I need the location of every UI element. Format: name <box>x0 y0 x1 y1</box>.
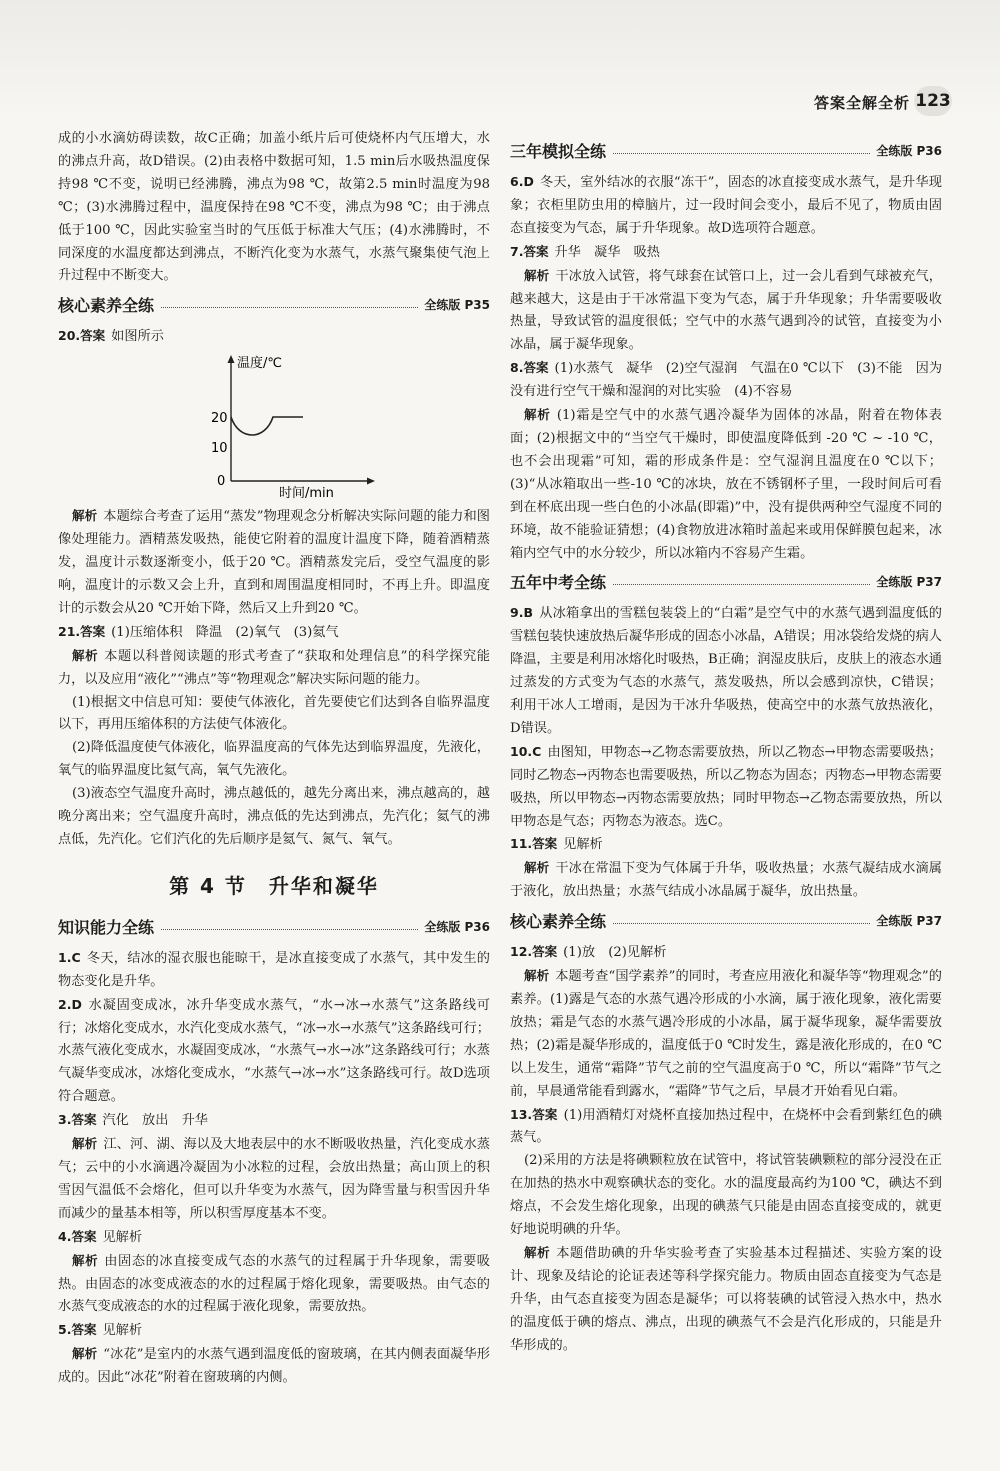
temperature-graph <box>58 351 490 501</box>
left-column <box>58 128 490 1390</box>
section-header <box>510 137 942 167</box>
q11-analysis: 解析 干冰在常温下变为气体属于升华，吸收热量；水蒸气凝结成水滴属于液化，放出热量；水蒸气结成小冰晶属于凝华，放出热量。 <box>510 860 942 900</box>
q7-answer: 7.答案 升华 凝华 吸热 <box>510 243 660 260</box>
q6: 6.D 冬天，室外结冰的衣服“冻干”，固态的冰直接变成水蒸气，是升华现象；衣柜里防虫用的樟脑片，过一段时间会变小，最后不见了，物质由固态直接变为气态，属于升华现象。故D选项符合题意。 <box>510 174 942 236</box>
q5-analysis: 解析 “冰花”是室内的水蒸气遇到温度低的窗玻璃，在其内侧表面凝华形成的。因此“冰花”附着在窗玻璃的内侧。 <box>58 1346 490 1386</box>
q12-analysis: 解析 本题考查“国学素养”的同时，考查应用液化和凝华等“物理观念”的素养。(1)露是气态的水蒸气遇冷形成的小水滴，属于液化现象，液化需要放热；霜是气态的水蒸气遇冷形成的小冰晶，属于凝华现象，凝华需要放热；(2)霜是凝华形成的，温度低于0 ℃时发生，露是液化形成的，在0 ℃以上发生，通常“霜降”节气之前的空气温度高于0 ℃，所以“霜降”节气之前，早晨通常能看到露水，“霜降”节气之后，早晨才开始看见白霜。 <box>510 968 942 1099</box>
q21-answer: 21.答案 (1)压缩体积 降温 (2)氧气 (3)氦气 <box>58 623 339 640</box>
q2: 2.D 水凝固变成冰，冰升华变成水蒸气，“水→冰→水蒸气”这条路线可行；冰熔化变成水，水汽化变成水蒸气，“冰→水→水蒸气”这条路线可行；水蒸气液化变成水，水凝固变成冰，“水蒸气→水→冰”这条路线可行；水蒸气凝华变成冰，冰熔化变成水，“水蒸气→冰→水”这条路线可行。故D选项符合题意。 <box>58 996 490 1105</box>
section-header <box>58 291 490 321</box>
q4-analysis: 解析 由固态的冰直接变成气态的水蒸气的过程属于升华现象，需要吸热。由固态的冰变成液态的水的过程属于熔化现象，需要吸热。由气态的水蒸气变成液态的水的过程属于液化现象，需要放热。 <box>58 1252 490 1315</box>
section-title: 五年中考全练 <box>510 570 612 593</box>
section-header <box>58 913 490 943</box>
graph-x-arrow <box>367 478 375 485</box>
graph-tick-20: 20 <box>211 411 228 427</box>
section-ref: 全练版 P35 <box>418 296 490 313</box>
q3-answer: 3.答案 汽化 放出 升华 <box>58 1112 208 1129</box>
section-header <box>510 907 942 937</box>
section-title: 核心素养全练 <box>58 293 160 316</box>
q12-answer: 12.答案 (1)放 (2)见解析 <box>510 944 667 961</box>
section-ref: 全练版 P37 <box>870 912 942 929</box>
section-title: 三年模拟全练 <box>510 139 612 162</box>
page-number: 123 <box>914 86 952 116</box>
q9: 9.B 从冰箱拿出的雪糕包装袋上的“白霜”是空气中的水蒸气遇到温度低的雪糕包装快速放热后凝华形成的固态小冰晶，A错误；用冰袋给发烧的病人降温，主要是利用冰熔化时吸热，B正确；润湿皮肤后，皮肤上的液态水通过蒸发的方式变为气态的水蒸气，蒸发吸热，所以会感到凉快，C错误；利用干冰人工增雨，是因为干冰升华吸热，使高空中的水蒸气放热液化，D错误。 <box>510 605 942 736</box>
q10: 10.C 由图知，甲物态→乙物态需要放热，所以乙物态→甲物态需要吸热；同时乙物态→丙物态也需要吸热，所以乙物态为固态；丙物态→甲物态需要吸热，所以甲物态→丙物态需要放热；同时甲物态→乙物态需要放热，所以甲物态是气态；丙物态为液态。选C。 <box>510 743 942 829</box>
q7-analysis: 解析 干冰放入试管，将气球套在试管口上，过一会儿看到气球被充气，越来越大，这是由于干冰常温下变为气态，属于升华现象；升华需要吸收热量，导致试管的温度很低；空气中的水蒸气遇到冷的试管，直接变为小冰晶，属于凝华现象。 <box>510 267 942 353</box>
q13-answer: 13.答案 (1)用酒精灯对烧杯直接加热过程中，在烧杯中会看到紫红色的碘蒸气。 <box>510 1106 942 1146</box>
intro-paragraph: 成的小水滴妨碍读数，故C正确；加盖小纸片后可使烧杯内气压增大，水的沸点升高，故D错误。(2)由表格中数据可知，1.5 min后水吸热温度保持98 ℃不变，说明已经沸腾，沸点为98 ℃，故第2.5 min时温度为98 ℃；(3)水沸腾过程中，温度保持在98 ℃不变，沸点为98 ℃；由于沸点低于100 ℃，因此实验室当时的气压低于标准大气压；(4)水沸腾时，不同深度的水温度都达到沸点，不断汽化变为水蒸气，水蒸气聚集使气泡上升过程中不断变大。 <box>58 131 490 284</box>
graph-tick-10: 10 <box>211 441 228 457</box>
graph-curve <box>231 417 303 435</box>
q21-analysis: 解析 本题以科普阅读题的形式考查了“获取和处理信息”的科学探究能力，以及应用“液化”“沸点”等“物理观念”解决实际问题的能力。 <box>58 647 490 687</box>
graph-y-label: 温度/℃ <box>237 356 282 372</box>
graph-tick-0: 0 <box>217 474 226 490</box>
q3-analysis: 解析 江、河、湖、海以及大地表层中的水不断吸收热量，汽化变成水蒸气；云中的小水滴遇冷凝固为小冰粒的过程，会放出热量；高山顶上的积雪因气温低不会熔化，但可以升华变为水蒸气，因为降雪量与积雪因升华而减少的量基本相等，所以积雪厚度基本不变。 <box>58 1136 490 1221</box>
q8-analysis: 解析 (1)霜是空气中的水蒸气遇冷凝华为固体的冰晶，附着在物体表面；(2)根据文中的“当空气干燥时，即使温度降低到 -20 ℃ ~ -10 ℃，也不会出现霜”可知，霜的形成条件是：空气湿润且温度在0 ℃以下；(3)“从冰箱取出一些-10 ℃的冰块，放在不锈钢杯子里，一段时间后可看到在杯底出现一些白色的小冰晶(即霜)”中，没有提供两种空气湿度不同的环境，故不能验证猜想；(4)食物放进冰箱时盖起来或用保鲜膜包起来，冰箱内空气中的水分较少，所以冰箱内不容易产生霜。 <box>510 407 942 561</box>
section-ref: 全练版 P36 <box>870 142 942 159</box>
section-title: 知识能力全练 <box>58 915 160 938</box>
q5-answer: 5.答案 见解析 <box>58 1322 143 1339</box>
q8-answer: 8.答案 (1)水蒸气 凝华 (2)空气湿润 气温在0 ℃以下 (3)不能 因为没有进行空气干燥和湿润的对比实验 (4)不容易 <box>510 360 943 400</box>
section-ref: 全练版 P36 <box>418 918 490 935</box>
q21-part3: (3)液态空气温度升高时，沸点越低的，越先分离出来，沸点越高的，越晚分离出来；空气温度升高时，沸点低的先达到沸点，先汽化；氦气的沸点低，先汽化。它们汽化的先后顺序是氦气、氮气、氧气。 <box>58 786 490 847</box>
graph-x-label: 时间/min <box>279 486 334 500</box>
right-column <box>510 134 942 1358</box>
q4-answer: 4.答案 见解析 <box>58 1228 143 1245</box>
q13-analysis: 解析 本题借助碘的升华实验考查了实验基本过程描述、实验方案的设计、现象及结论的论证表述等科学探究能力。物质由固态直接变为气态是升华，由气态直接变为固态是凝华；可以将装碘的试管浸入热水中，热水的温度低于碘的熔点、沸点，出现的碘蒸气不会是汽化形成的，只能是升华形成的。 <box>510 1244 942 1353</box>
q20-answer: 20.答案 如图所示 <box>58 328 164 345</box>
q1: 1.C 冬天，结冰的湿衣服也能晾干，是冰直接变成了水蒸气，其中发生的物态变化是升华。 <box>58 949 490 989</box>
graph-svg <box>203 351 383 499</box>
chapter-title: 第 4 节 升华和凝华 <box>169 873 379 898</box>
q11-answer: 11.答案 见解析 <box>510 836 603 853</box>
section-title: 核心素养全练 <box>510 909 612 932</box>
header-title: 答案全解全析 <box>813 94 910 112</box>
section-header <box>510 568 942 598</box>
section-ref: 全练版 P37 <box>870 573 942 590</box>
q20-analysis: 解析 本题综合考查了运用“蒸发”物理观念分析解决实际问题的能力和图像处理能力。酒精蒸发吸热，能使它附着的温度计温度下降，随着酒精蒸发，温度计示数逐渐变小，低于20 ℃。酒精蒸发完后，受空气温度的影响，温度计的示数又会上升，直到和周围温度相同时，不再上升。即温度计的示数会从20 ℃开始下降，然后又上升到20 ℃。 <box>58 508 490 616</box>
q21-part2: (2)降低温度使气体液化，临界温度高的气体先达到临界温度，先液化，氧气的临界温度比氦气高，氧气先液化。 <box>58 740 490 779</box>
q21-part1: (1)根据文中信息可知：要使气体液化，首先要使它们达到各自临界温度以下，再用压缩体积的方法使气体液化。 <box>58 694 490 733</box>
q13-part2: (2)采用的方法是将碘颗粒放在试管中，将试管装碘颗粒的部分浸没在正在加热的热水中观察碘状态的变化。水的温度最高约为100 ℃，碘达不到熔点，不会发生熔化现象，出现的碘蒸气只能是由固态直接变成的，就更好地说明碘的升华。 <box>510 1153 942 1238</box>
q20-key: 20.答案 <box>58 328 106 344</box>
graph-y-arrow <box>228 355 235 363</box>
